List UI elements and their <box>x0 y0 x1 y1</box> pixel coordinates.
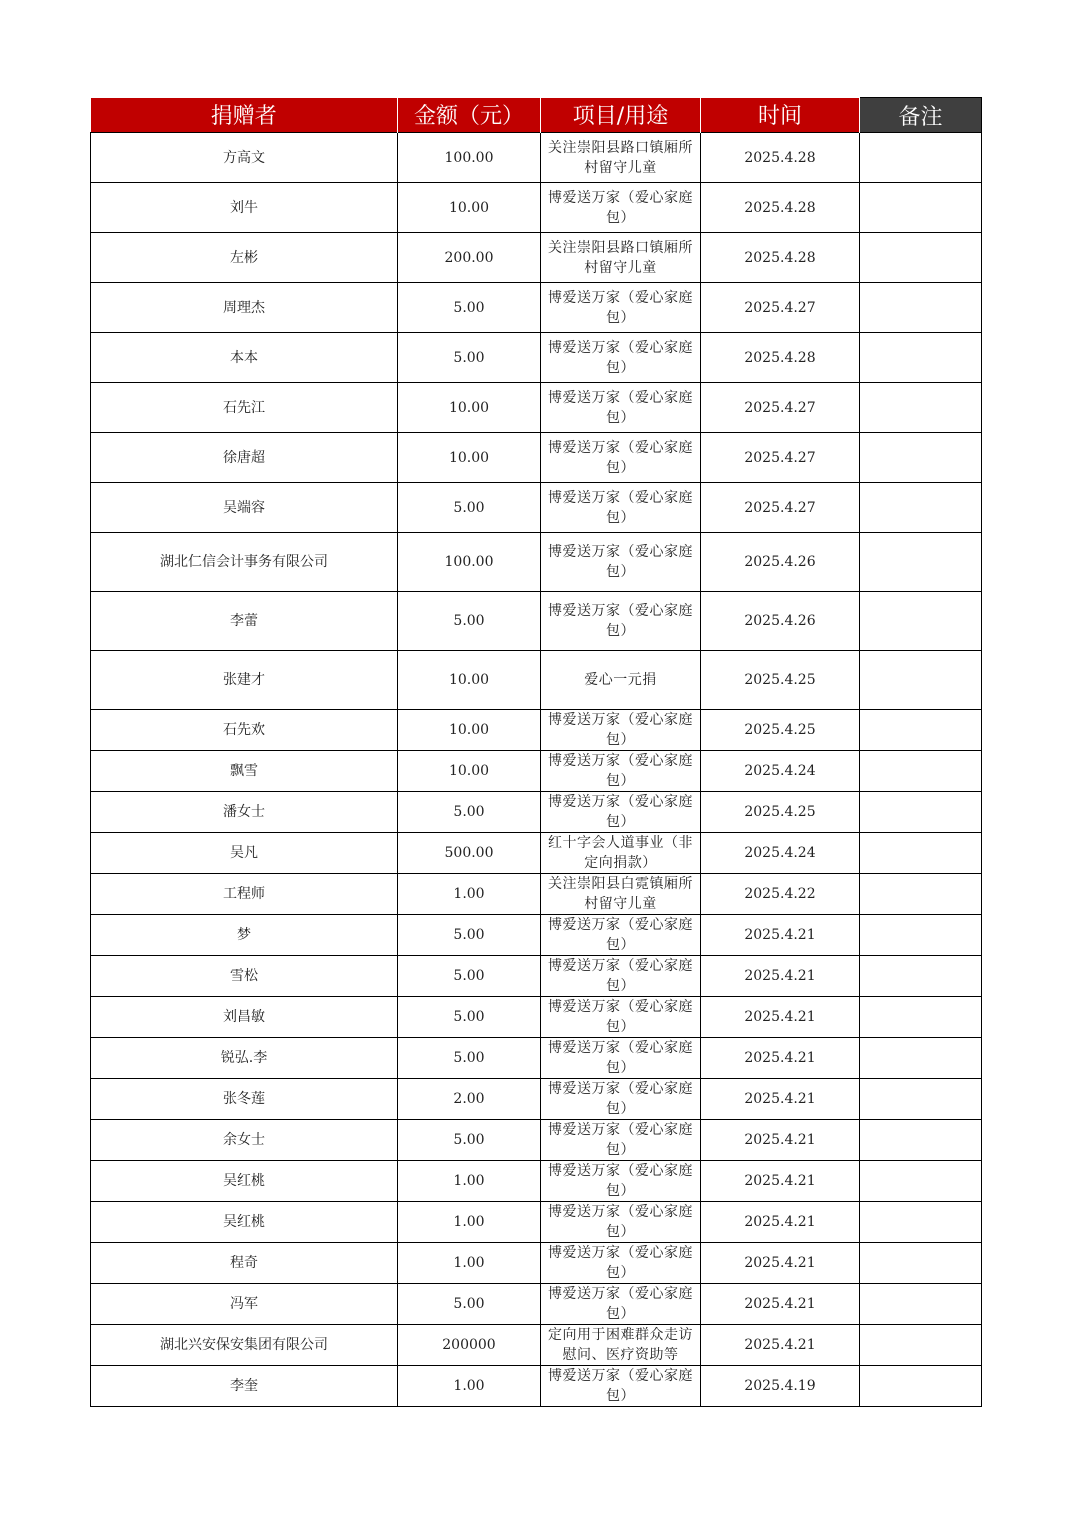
cell-date: 2025.4.27 <box>701 383 860 433</box>
table-row <box>91 1161 982 1202</box>
header-date: 时间 <box>701 98 860 133</box>
cell-amount: 100.00 <box>398 533 541 592</box>
cell-donor: 锐弘.李 <box>91 1038 398 1079</box>
cell-donor: 刘昌敏 <box>91 997 398 1038</box>
cell-donor: 吴凡 <box>91 833 398 874</box>
cell-donor: 周理杰 <box>91 283 398 333</box>
cell-date: 2025.4.21 <box>701 1284 860 1325</box>
cell-remark <box>860 1202 982 1243</box>
cell-remark <box>860 1243 982 1284</box>
cell-donor: 李蕾 <box>91 592 398 651</box>
table-row <box>91 133 982 183</box>
cell-purpose: 博爱送万家（爱心家庭包） <box>541 1202 701 1243</box>
table-row <box>91 1243 982 1284</box>
cell-purpose: 红十字会人道事业（非定向捐款） <box>541 833 701 874</box>
cell-date: 2025.4.27 <box>701 283 860 333</box>
cell-remark <box>860 874 982 915</box>
cell-donor: 湖北仁信会计事务有限公司 <box>91 533 398 592</box>
cell-date: 2025.4.22 <box>701 874 860 915</box>
cell-remark <box>860 956 982 997</box>
cell-date: 2025.4.26 <box>701 592 860 651</box>
cell-purpose: 博爱送万家（爱心家庭包） <box>541 1161 701 1202</box>
cell-date: 2025.4.25 <box>701 710 860 751</box>
header-donor: 捐赠者 <box>91 98 398 133</box>
cell-purpose: 博爱送万家（爱心家庭包） <box>541 997 701 1038</box>
cell-amount: 5.00 <box>398 333 541 383</box>
header-purpose: 项目/用途 <box>541 98 701 133</box>
cell-amount: 1.00 <box>398 874 541 915</box>
cell-donor: 徐唐超 <box>91 433 398 483</box>
table-row <box>91 283 982 333</box>
donation-table <box>90 97 982 1407</box>
cell-donor: 左彬 <box>91 233 398 283</box>
cell-amount: 10.00 <box>398 183 541 233</box>
cell-amount: 5.00 <box>398 592 541 651</box>
cell-purpose: 博爱送万家（爱心家庭包） <box>541 710 701 751</box>
cell-date: 2025.4.21 <box>701 1120 860 1161</box>
cell-purpose: 博爱送万家（爱心家庭包） <box>541 433 701 483</box>
cell-purpose: 爱心一元捐 <box>541 651 701 710</box>
cell-remark <box>860 183 982 233</box>
cell-donor: 飘雪 <box>91 751 398 792</box>
cell-donor: 程奇 <box>91 1243 398 1284</box>
cell-date: 2025.4.25 <box>701 792 860 833</box>
cell-amount: 1.00 <box>398 1161 541 1202</box>
cell-purpose: 博爱送万家（爱心家庭包） <box>541 533 701 592</box>
cell-purpose: 博爱送万家（爱心家庭包） <box>541 751 701 792</box>
cell-remark <box>860 1038 982 1079</box>
table-row <box>91 1325 982 1366</box>
cell-date: 2025.4.28 <box>701 183 860 233</box>
cell-date: 2025.4.21 <box>701 1079 860 1120</box>
cell-remark <box>860 383 982 433</box>
cell-donor: 刘牛 <box>91 183 398 233</box>
cell-remark <box>860 283 982 333</box>
cell-date: 2025.4.19 <box>701 1366 860 1407</box>
cell-date: 2025.4.28 <box>701 133 860 183</box>
cell-donor: 梦 <box>91 915 398 956</box>
cell-date: 2025.4.21 <box>701 1325 860 1366</box>
cell-purpose: 关注崇阳县路口镇厢所村留守儿童 <box>541 233 701 283</box>
cell-amount: 200000 <box>398 1325 541 1366</box>
header-remark: 备注 <box>860 98 982 133</box>
table-row <box>91 956 982 997</box>
cell-purpose: 关注崇阳县白霓镇厢所村留守儿童 <box>541 874 701 915</box>
cell-date: 2025.4.24 <box>701 833 860 874</box>
table-row <box>91 233 982 283</box>
cell-remark <box>860 1120 982 1161</box>
table-row <box>91 533 982 592</box>
cell-donor: 石先江 <box>91 383 398 433</box>
cell-donor: 余女士 <box>91 1120 398 1161</box>
cell-purpose: 博爱送万家（爱心家庭包） <box>541 333 701 383</box>
cell-amount: 10.00 <box>398 751 541 792</box>
cell-purpose: 博爱送万家（爱心家庭包） <box>541 483 701 533</box>
table-row <box>91 1038 982 1079</box>
cell-remark <box>860 483 982 533</box>
header-row <box>91 98 982 133</box>
cell-remark <box>860 792 982 833</box>
table-row <box>91 333 982 383</box>
cell-date: 2025.4.21 <box>701 956 860 997</box>
cell-date: 2025.4.24 <box>701 751 860 792</box>
cell-remark <box>860 533 982 592</box>
cell-purpose: 博爱送万家（爱心家庭包） <box>541 1120 701 1161</box>
cell-purpose: 博爱送万家（爱心家庭包） <box>541 592 701 651</box>
cell-date: 2025.4.28 <box>701 233 860 283</box>
cell-purpose: 博爱送万家（爱心家庭包） <box>541 1366 701 1407</box>
cell-donor: 李奎 <box>91 1366 398 1407</box>
cell-donor: 吴红桃 <box>91 1202 398 1243</box>
cell-amount: 5.00 <box>398 956 541 997</box>
cell-donor: 方高文 <box>91 133 398 183</box>
header-amount: 金额（元） <box>398 98 541 133</box>
table-row <box>91 483 982 533</box>
cell-remark <box>860 833 982 874</box>
cell-amount: 1.00 <box>398 1366 541 1407</box>
cell-amount: 10.00 <box>398 383 541 433</box>
cell-date: 2025.4.21 <box>701 1161 860 1202</box>
cell-donor: 雪松 <box>91 956 398 997</box>
cell-remark <box>860 915 982 956</box>
table-body <box>91 133 982 1407</box>
cell-amount: 5.00 <box>398 1038 541 1079</box>
cell-donor: 石先欢 <box>91 710 398 751</box>
cell-donor: 张冬莲 <box>91 1079 398 1120</box>
cell-donor: 潘女士 <box>91 792 398 833</box>
cell-amount: 10.00 <box>398 433 541 483</box>
cell-date: 2025.4.21 <box>701 997 860 1038</box>
cell-remark <box>860 1284 982 1325</box>
table-row <box>91 433 982 483</box>
cell-date: 2025.4.21 <box>701 915 860 956</box>
cell-purpose: 博爱送万家（爱心家庭包） <box>541 915 701 956</box>
cell-remark <box>860 710 982 751</box>
cell-amount: 5.00 <box>398 283 541 333</box>
table-row <box>91 383 982 433</box>
cell-amount: 200.00 <box>398 233 541 283</box>
cell-donor: 张建才 <box>91 651 398 710</box>
cell-remark <box>860 133 982 183</box>
cell-date: 2025.4.26 <box>701 533 860 592</box>
table-row <box>91 651 982 710</box>
cell-donor: 吴红桃 <box>91 1161 398 1202</box>
cell-purpose: 博爱送万家（爱心家庭包） <box>541 183 701 233</box>
cell-remark <box>860 1161 982 1202</box>
cell-remark <box>860 1366 982 1407</box>
cell-amount: 5.00 <box>398 792 541 833</box>
cell-date: 2025.4.27 <box>701 433 860 483</box>
cell-purpose: 博爱送万家（爱心家庭包） <box>541 1243 701 1284</box>
cell-purpose: 博爱送万家（爱心家庭包） <box>541 956 701 997</box>
cell-remark <box>860 233 982 283</box>
cell-donor: 工程师 <box>91 874 398 915</box>
cell-purpose: 博爱送万家（爱心家庭包） <box>541 1284 701 1325</box>
cell-amount: 100.00 <box>398 133 541 183</box>
cell-purpose: 博爱送万家（爱心家庭包） <box>541 383 701 433</box>
table-row <box>91 1366 982 1407</box>
cell-date: 2025.4.27 <box>701 483 860 533</box>
table-row <box>91 751 982 792</box>
cell-remark <box>860 997 982 1038</box>
table-row <box>91 915 982 956</box>
cell-date: 2025.4.25 <box>701 651 860 710</box>
cell-donor: 湖北兴安保安集团有限公司 <box>91 1325 398 1366</box>
table-row <box>91 792 982 833</box>
table-row <box>91 1120 982 1161</box>
table-row <box>91 874 982 915</box>
cell-purpose: 关注崇阳县路口镇厢所村留守儿童 <box>541 133 701 183</box>
cell-amount: 1.00 <box>398 1202 541 1243</box>
table-row <box>91 1202 982 1243</box>
cell-purpose: 定向用于困难群众走访慰问、医疗资助等 <box>541 1325 701 1366</box>
table-row <box>91 833 982 874</box>
cell-amount: 10.00 <box>398 710 541 751</box>
cell-amount: 5.00 <box>398 483 541 533</box>
cell-date: 2025.4.21 <box>701 1243 860 1284</box>
cell-remark <box>860 751 982 792</box>
cell-donor: 吴端容 <box>91 483 398 533</box>
cell-remark <box>860 592 982 651</box>
cell-remark <box>860 651 982 710</box>
cell-remark <box>860 333 982 383</box>
cell-amount: 5.00 <box>398 915 541 956</box>
table-row <box>91 1284 982 1325</box>
cell-amount: 5.00 <box>398 997 541 1038</box>
cell-donor: 本本 <box>91 333 398 383</box>
cell-date: 2025.4.21 <box>701 1202 860 1243</box>
cell-purpose: 博爱送万家（爱心家庭包） <box>541 1038 701 1079</box>
cell-date: 2025.4.28 <box>701 333 860 383</box>
cell-amount: 500.00 <box>398 833 541 874</box>
table-row <box>91 997 982 1038</box>
cell-date: 2025.4.21 <box>701 1038 860 1079</box>
cell-amount: 1.00 <box>398 1243 541 1284</box>
table-row <box>91 183 982 233</box>
cell-remark <box>860 1079 982 1120</box>
cell-purpose: 博爱送万家（爱心家庭包） <box>541 1079 701 1120</box>
table-row <box>91 1079 982 1120</box>
cell-amount: 5.00 <box>398 1120 541 1161</box>
cell-amount: 5.00 <box>398 1284 541 1325</box>
cell-purpose: 博爱送万家（爱心家庭包） <box>541 792 701 833</box>
table-row <box>91 592 982 651</box>
cell-donor: 冯军 <box>91 1284 398 1325</box>
cell-purpose: 博爱送万家（爱心家庭包） <box>541 283 701 333</box>
cell-remark <box>860 1325 982 1366</box>
cell-amount: 10.00 <box>398 651 541 710</box>
cell-remark <box>860 433 982 483</box>
cell-amount: 2.00 <box>398 1079 541 1120</box>
table-row <box>91 710 982 751</box>
